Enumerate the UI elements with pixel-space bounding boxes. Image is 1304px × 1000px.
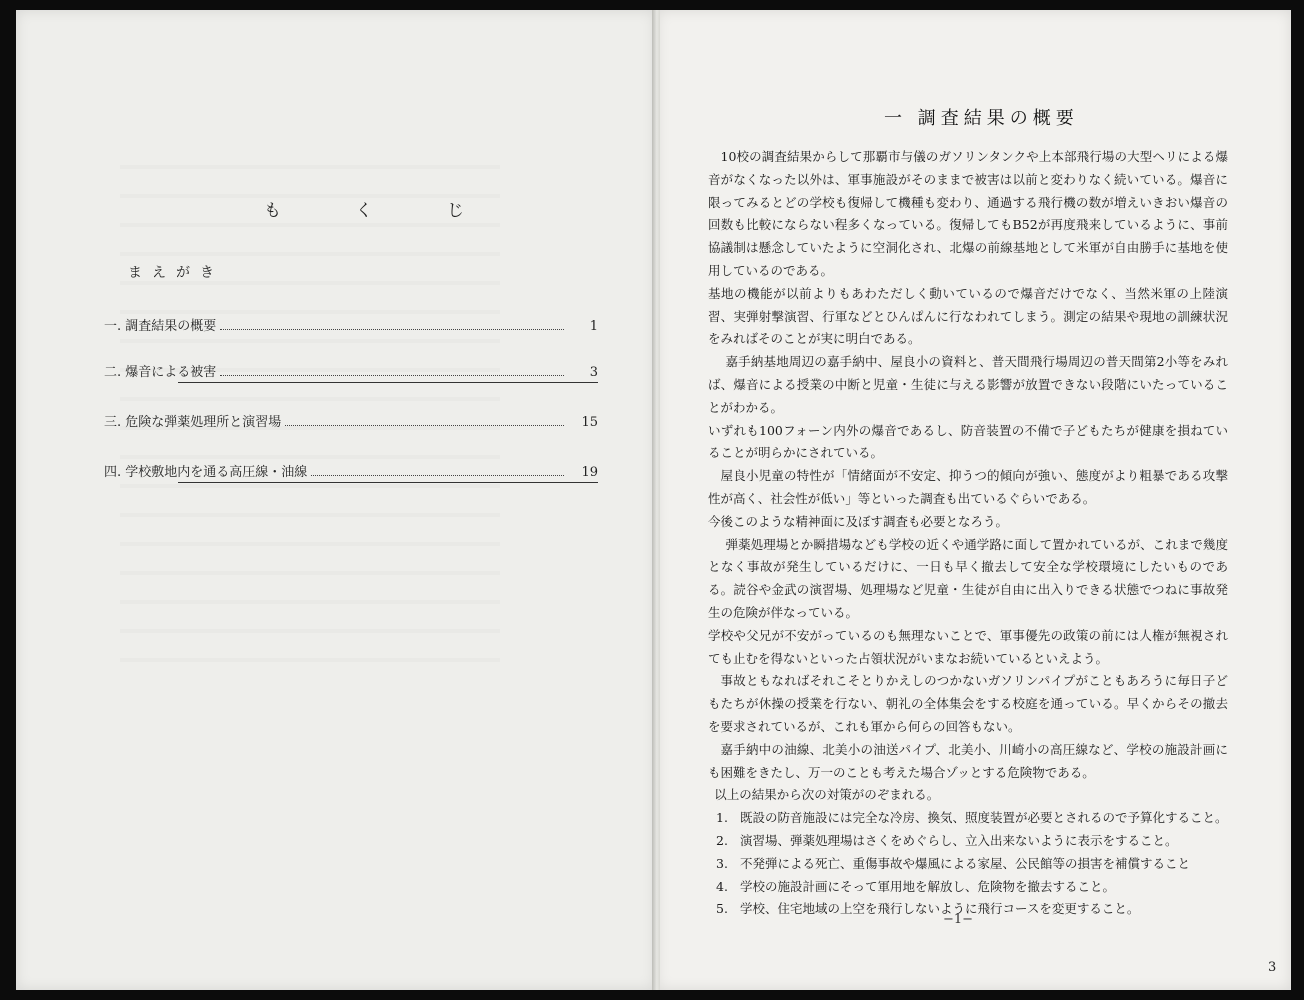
measure-number: 2. — [716, 832, 728, 848]
toc-leader-dots — [311, 474, 564, 476]
summary-paragraph: 10校の調査結果からして那覇市与儀のガソリンタンクや上本部飛行場の大型ヘリによる爆音がなくなった以外は、軍事施設がそのままで被害は以前と変わりなく続いている。爆音に限ってみるとどの学校も復帰して機種も変わり、通過する飛行機の数が増えいきおい爆音の回数も比較にならない程多くなっている。復帰してもB52が再度飛来しているように、事前協議制は懸念していたように空洞化され、北爆の前線基地として米軍が自由勝手に基地を使用しているのである。 — [708, 149, 1228, 278]
measure-number: 3. — [716, 855, 728, 871]
toc-leader-dots — [220, 328, 564, 330]
measure-text: 不発弾による死亡、重傷事故や爆風による家屋、公民館等の損害を補償すること — [740, 855, 1191, 871]
measure-text: 既設の防音施設には完全な冷房、換気、照度装置が必要とされるので予算化すること。 — [740, 810, 1228, 826]
summary-paragraph: 屋良小児童の特性が「情緒面が不安定、抑うつ的傾向が強い、態度がより粗暴である攻撃性が高く、社会性が低い」等といった調査も出ているぐらいである。 — [708, 468, 1228, 506]
measure-item — [716, 853, 1228, 876]
measure-number: 1. — [716, 810, 728, 826]
toc-entry-page: 19 — [581, 465, 598, 480]
toc-entry — [104, 408, 598, 430]
summary-paragraph: いずれも100フォーン内外の爆音であるし、防音装置の不備で子どもたちが健康を損ねていることが明らかにされている。 — [708, 422, 1228, 461]
toc-underline — [178, 382, 598, 383]
toc-preface: まえがき — [128, 265, 224, 281]
measure-number: 5. — [716, 901, 728, 917]
measure-item — [716, 876, 1228, 899]
page-number: −1− — [943, 912, 974, 927]
toc-entry — [104, 312, 598, 334]
measure-text: 学校、住宅地域の上空を飛行しないように飛行コースを変更すること。 — [740, 901, 1140, 917]
toc-title-char: じ — [447, 201, 464, 221]
measure-text: 演習場、弾薬処理場はさくをめぐらし、立入出来ないように表示をすること。 — [740, 832, 1178, 848]
measure-item — [716, 807, 1228, 830]
toc-entry-label: 一. 調査結果の概要 — [104, 319, 217, 334]
summary-paragraph: 弾薬処理場とか瞬措場なども学校の近くや通学路に面して置かれているが、これまで幾度となく事故が発生しているだけに、一日も早く撤去して安全な学校環境にしたいものである。読谷や金武の演習場、処理場など児童・生徒が自由に出入りできる状態でつねに事故発生の危険が伴なっている。 — [708, 536, 1228, 620]
toc-entry-label: 二. 爆音による被害 — [104, 365, 217, 380]
toc-title-char: く — [355, 201, 373, 221]
summary-paragraph: 学校や父兄が不安がっているのも無理ないことで、軍事優先の政策の前には人権が無視されても止むを得ないといった占領状況がいまなお続いているといえよう。 — [708, 627, 1228, 666]
toc-underline — [178, 482, 598, 483]
toc-entry-page: 3 — [589, 365, 598, 380]
summary-paragraph: 基地の機能が以前よりもあわただしく動いているので爆音だけでなく、当然米軍の上陸演習、実弾射撃演習、行軍などとひんぱんに行なわれてしまう。測定の結果や現地の訓練状況をみればそのことが実に明白である。 — [708, 285, 1228, 347]
book-gutter — [652, 10, 660, 990]
toc-leader-dots — [220, 374, 564, 376]
left-page — [16, 10, 655, 990]
measures-list — [708, 807, 1228, 921]
summary-title: 一 調査結果の概要 — [884, 108, 1079, 129]
summary-paragraph: 今後このような精神面に及ぼす調査も必要となろう。 — [708, 513, 1009, 529]
toc-title-char: も — [264, 201, 281, 221]
measure-item — [716, 830, 1228, 853]
summary-paragraph: 以上の結果から次の対策がのぞまれる。 — [714, 787, 940, 803]
measure-text: 学校の施設計画にそって軍用地を解放し、危険物を撤去すること。 — [740, 878, 1116, 894]
summary-body — [708, 146, 1228, 921]
toc-title — [264, 196, 464, 221]
toc-entry-label: 四. 学校敷地内を通る高圧線・油線 — [104, 465, 308, 480]
summary-paragraph: 事故ともなればそれこそとりかえしのつかないガソリンパイプがこともあろうに毎日子どもたちが休操の授業を行ない、朝礼の全体集会をする校庭を通っている。早くからその撤去を要求されているが、これも軍から何らの回答もない。 — [708, 673, 1228, 734]
measure-number: 4. — [716, 878, 728, 894]
summary-paragraph: 嘉手納中の油線、北美小の油送パイプ、北美小、川崎小の高圧線など、学校の施設計画にも困難をきたし、万一のことも考えた場合ゾッとする危険物である。 — [708, 741, 1228, 780]
toc-leader-dots — [285, 424, 564, 426]
summary-paragraph: 嘉手納基地周辺の嘉手納中、屋良小の資料と、普天間飛行場周辺の普天間第2小等をみれば、爆音による授業の中断と児童・生徒に与える影響が放置できない段階にいたっていることがわかる。 — [708, 354, 1228, 415]
toc-entry — [104, 358, 598, 380]
toc-entry — [104, 458, 598, 480]
corner-number: 3 — [1268, 960, 1277, 975]
toc-entry-page: 15 — [581, 415, 598, 430]
toc-entry-label: 三. 危険な弾薬処理所と演習場 — [104, 415, 282, 430]
toc-entry-page: 1 — [589, 319, 598, 334]
